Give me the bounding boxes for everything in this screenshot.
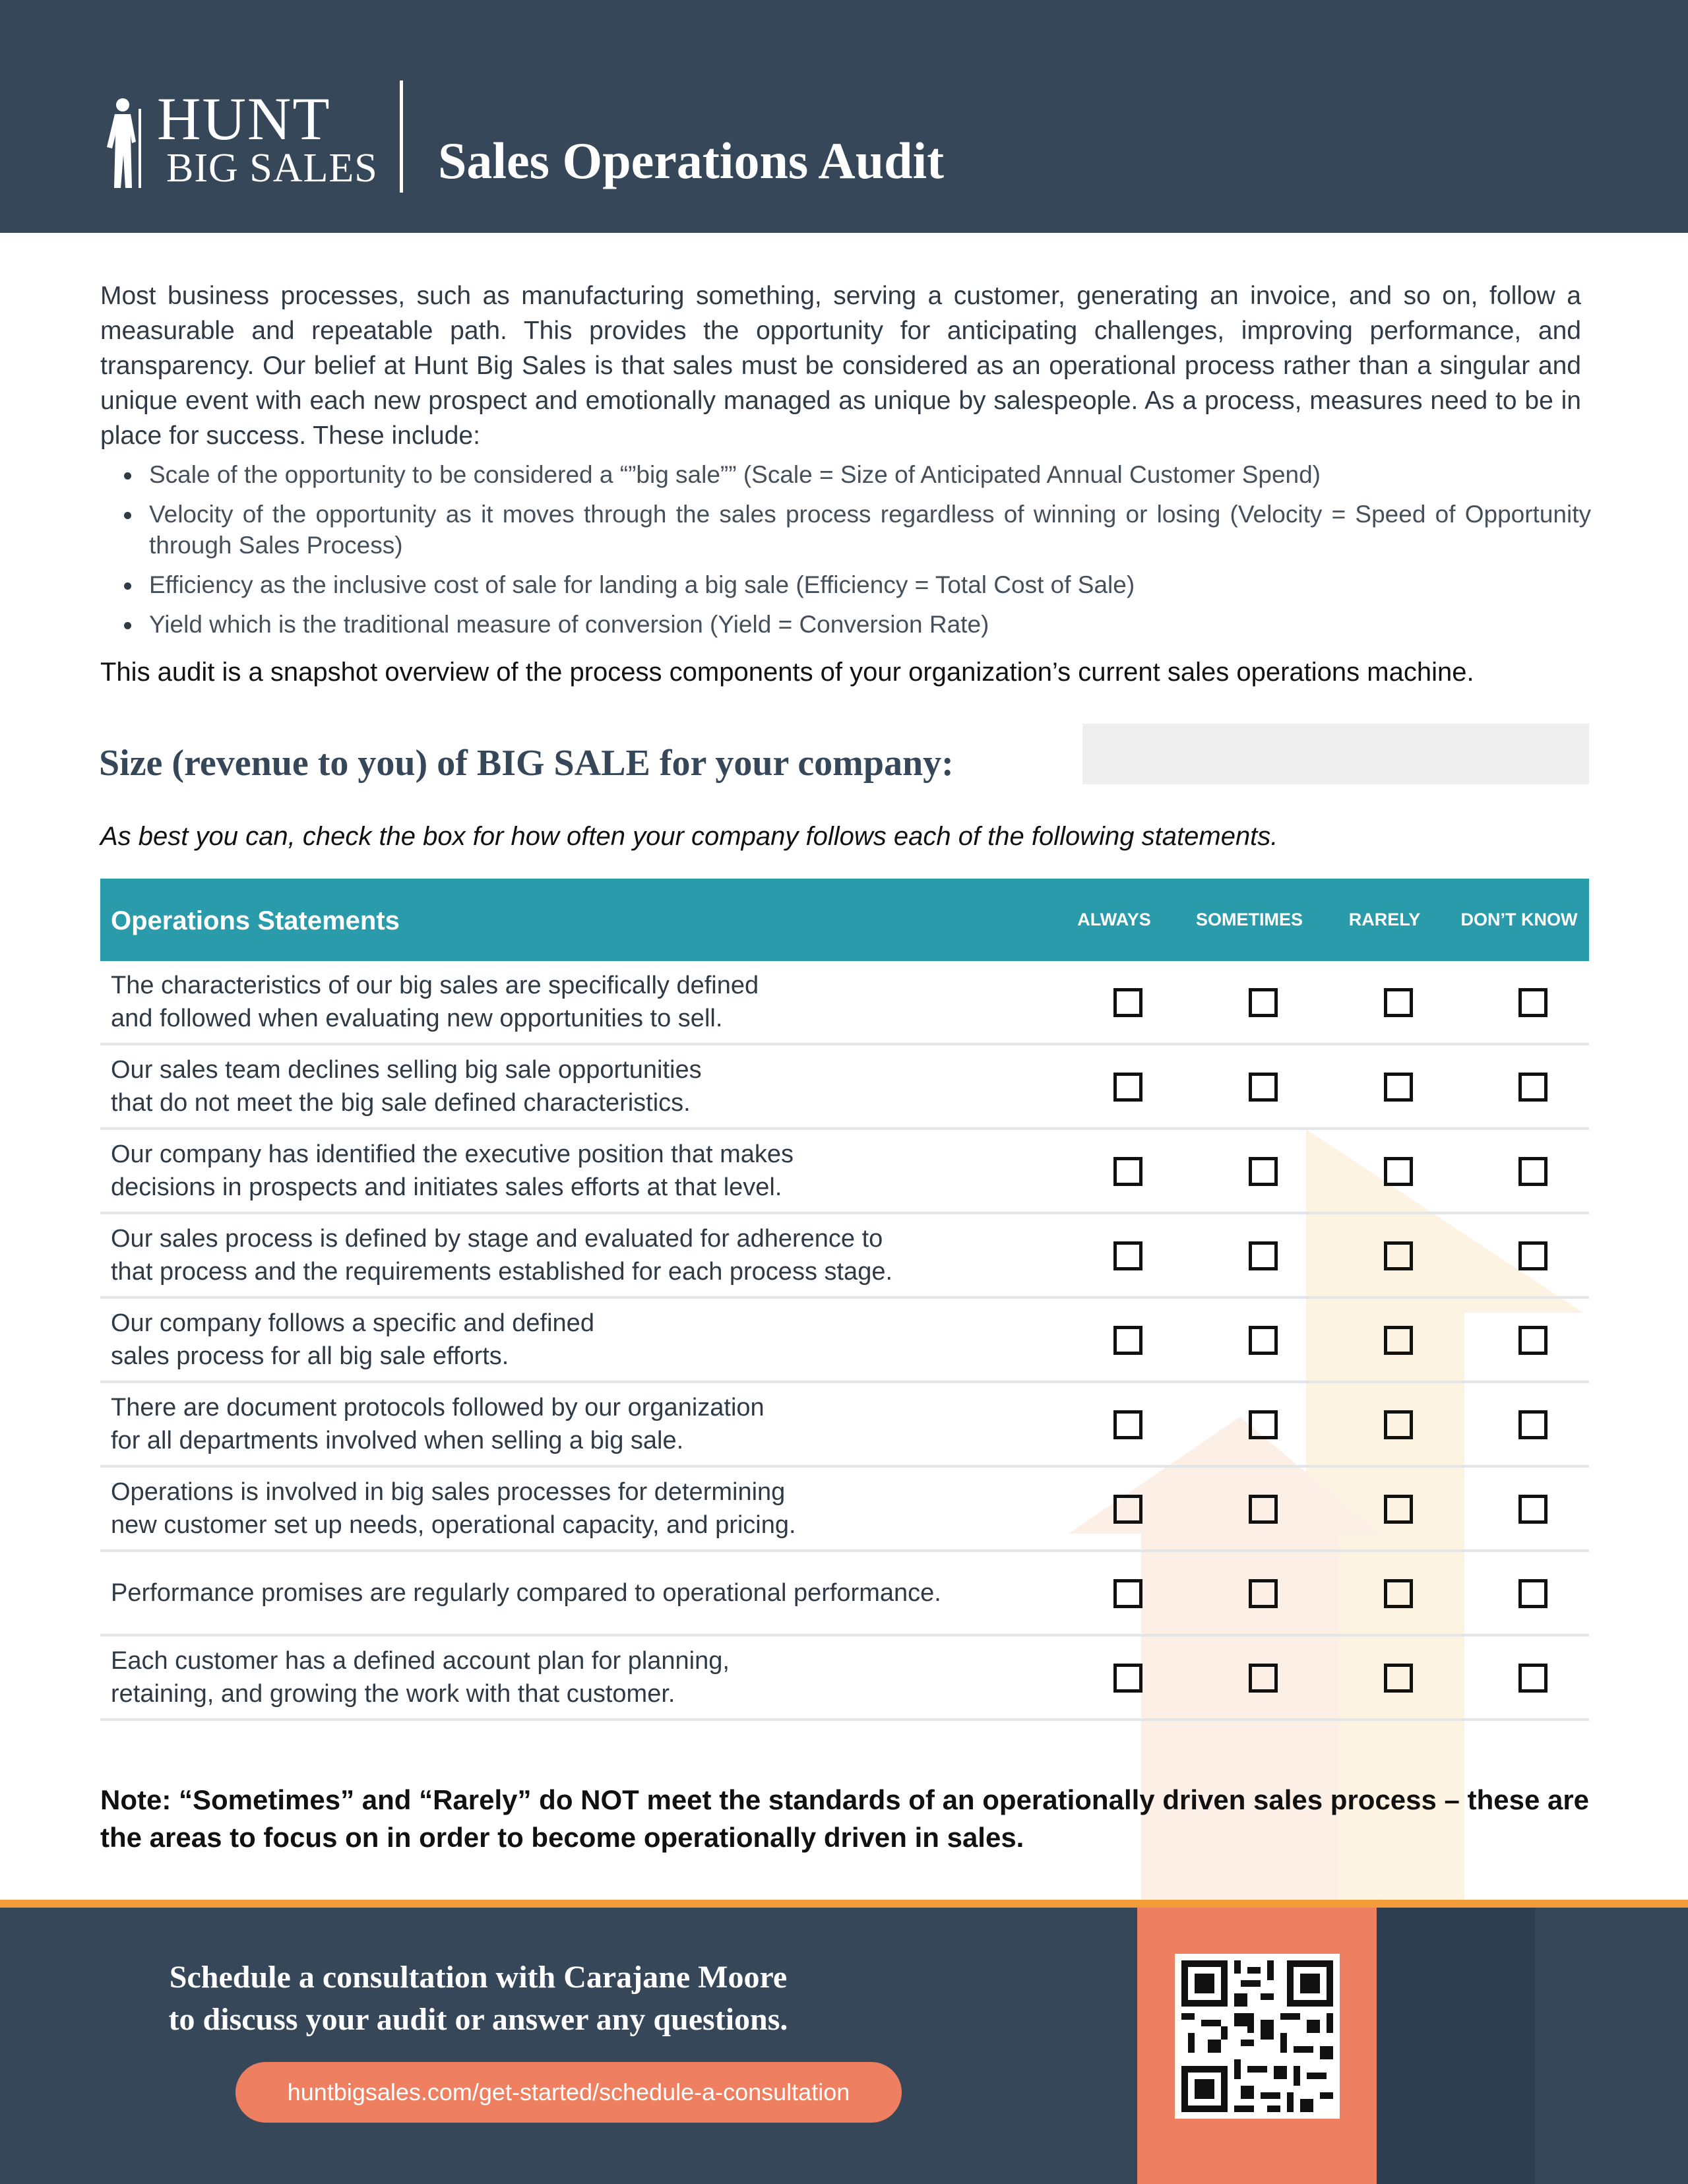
checkbox-rarely[interactable] — [1384, 1241, 1413, 1270]
statement-column-header: Operations Statements — [111, 906, 400, 935]
footer-accent-line — [0, 1900, 1688, 1908]
table-header — [100, 879, 1589, 961]
checkbox-rarely[interactable] — [1384, 988, 1413, 1017]
standards-note: Note: “Sometimes” and “Rarely” do NOT meet the standards of an operationally driven sales process – these are the areas to focus on in order to become operationally driven in sales. — [100, 1784, 1590, 1853]
table-row — [100, 1045, 1589, 1130]
table-row — [100, 1468, 1589, 1552]
checkbox-dont-know[interactable] — [1518, 1495, 1547, 1524]
checkbox-always[interactable] — [1113, 1157, 1142, 1186]
column-header-dont-know: DON’T KNOW — [1460, 910, 1578, 929]
checkbox-sometimes[interactable] — [1249, 1579, 1278, 1608]
checkbox-dont-know[interactable] — [1518, 988, 1547, 1017]
statement-text: Operations is involved in big sales processes for determining new customer set up needs, operational capacity, and pricing. — [111, 1478, 796, 1539]
checkbox-always[interactable] — [1113, 1664, 1142, 1693]
checkbox-always[interactable] — [1113, 1073, 1142, 1102]
page-title: Sales Operations Audit — [438, 132, 945, 189]
big-sale-size-label: Size (revenue to you) of BIG SALE for your company: — [99, 743, 954, 784]
instruction-text: As best you can, check the box for how often your company follows each of the following statements. — [100, 822, 1278, 851]
statement-text: Our company follows a specific and defined sales process for all big sale efforts. — [111, 1309, 594, 1370]
consultation-call-to-action — [132, 1956, 825, 2041]
statement-text: Our company has identified the executive position that makes decisions in prospects and initiates sales efforts at that level. — [111, 1140, 794, 1201]
checkbox-rarely[interactable] — [1384, 1326, 1413, 1355]
statement-text: The characteristics of our big sales are specifically defined and followed when evaluating new opportunities to sell. — [111, 972, 759, 1032]
intro-paragraph: Most business processes, such as manufacturing something, serving a customer, generating an invoice, and so on, follow a measurable and repeatable path. This provides the opportunity for anticipating challenges, improving performance, and transparency. Our belief at Hunt Big Sales is that sales must be considered as an operational process rather than a singular and unique event with each new prospect and emotionally managed as unique by salespeople. As a process, measures need to be in place for success. These include: — [100, 282, 1581, 450]
column-header-rarely: RARELY — [1348, 910, 1421, 929]
logo-hunt-text: HUNT — [157, 85, 331, 152]
operations-audit-table — [100, 879, 1589, 1721]
checkbox-always[interactable] — [1113, 1495, 1142, 1524]
checkbox-rarely[interactable] — [1384, 1073, 1413, 1102]
checkbox-rarely[interactable] — [1384, 1410, 1413, 1439]
table-row — [100, 1214, 1589, 1299]
checkbox-sometimes[interactable] — [1249, 988, 1278, 1017]
checkbox-dont-know[interactable] — [1518, 1241, 1547, 1270]
checkbox-rarely[interactable] — [1384, 1495, 1413, 1524]
qr-code-icon[interactable] — [1175, 1954, 1340, 2119]
table-row — [100, 1383, 1589, 1468]
checkbox-sometimes[interactable] — [1249, 1495, 1278, 1524]
checkbox-sometimes[interactable] — [1249, 1157, 1278, 1186]
column-header-sometimes: SOMETIMES — [1195, 910, 1303, 929]
statement-text: Each customer has a defined account plan for planning, retaining, and growing the work with that customer. — [111, 1647, 730, 1708]
statement-text: Our sales team declines selling big sale opportunities that do not meet the big sale defined characteristics. — [111, 1056, 702, 1117]
table-row — [100, 1299, 1589, 1383]
table-row — [100, 1637, 1589, 1721]
list-item: Velocity of the opportunity as it moves through the sales process regardless of winning or losing (Velocity = Speed of Opportunity through Sales Process) — [100, 499, 1591, 561]
checkbox-sometimes[interactable] — [1249, 1410, 1278, 1439]
checkbox-sometimes[interactable] — [1249, 1241, 1278, 1270]
checkbox-always[interactable] — [1113, 1579, 1142, 1608]
checkbox-dont-know[interactable] — [1518, 1410, 1547, 1439]
checkbox-always[interactable] — [1113, 1326, 1142, 1355]
checkbox-dont-know[interactable] — [1518, 1073, 1547, 1102]
checkbox-always[interactable] — [1113, 988, 1142, 1017]
table-row — [100, 1130, 1589, 1214]
checkbox-always[interactable] — [1113, 1241, 1142, 1270]
checkbox-rarely[interactable] — [1384, 1157, 1413, 1186]
checkbox-dont-know[interactable] — [1518, 1326, 1547, 1355]
statement-text: Our sales process is defined by stage and evaluated for adherence to that process and the requirements established for each process stage. — [111, 1225, 893, 1286]
checkbox-sometimes[interactable] — [1249, 1326, 1278, 1355]
checkbox-always[interactable] — [1113, 1410, 1142, 1439]
footer-band-shadow — [1377, 1908, 1535, 2184]
schedule-consultation-link[interactable]: huntbigsales.com/get-started/schedule-a-consultation — [235, 2062, 902, 2123]
table-row — [100, 961, 1589, 1045]
hunt-big-sales-logo[interactable] — [99, 85, 378, 191]
checkbox-rarely[interactable] — [1384, 1579, 1413, 1608]
checkbox-dont-know[interactable] — [1518, 1664, 1547, 1693]
header-bar — [0, 0, 1688, 233]
checkbox-rarely[interactable] — [1384, 1664, 1413, 1693]
statement-text: There are document protocols followed by our organization for all departments involved when selling a big sale. — [111, 1394, 765, 1454]
hunter-figure-icon — [99, 96, 152, 189]
snapshot-statement: This audit is a snapshot overview of the process components of your organization’s current sales operations machine. — [100, 658, 1474, 687]
header-divider — [400, 80, 403, 193]
cta-line-1: Schedule a consultation with Carajane Moore — [169, 1960, 788, 1995]
cta-line-2: to discuss your audit or answer any questions. — [168, 2002, 788, 2037]
list-item: Scale of the opportunity to be considered a “”big sale”” (Scale = Size of Anticipated Annual Customer Spend) — [100, 459, 1591, 490]
table-row — [100, 1552, 1589, 1637]
statement-text: Performance promises are regularly compared to operational performance. — [111, 1579, 941, 1607]
column-header-always: ALWAYS — [1077, 910, 1151, 929]
big-sale-size-input[interactable] — [1082, 724, 1589, 784]
checkbox-dont-know[interactable] — [1518, 1579, 1547, 1608]
logo-big-sales-text: BIG SALES — [166, 146, 378, 191]
checkbox-dont-know[interactable] — [1518, 1157, 1547, 1186]
list-item: Efficiency as the inclusive cost of sale for landing a big sale (Efficiency = Total Cost of Sale) — [100, 569, 1591, 600]
checkbox-sometimes[interactable] — [1249, 1073, 1278, 1102]
checkbox-sometimes[interactable] — [1249, 1664, 1278, 1693]
measures-list — [100, 459, 1591, 648]
list-item: Yield which is the traditional measure of conversion (Yield = Conversion Rate) — [100, 609, 1591, 640]
